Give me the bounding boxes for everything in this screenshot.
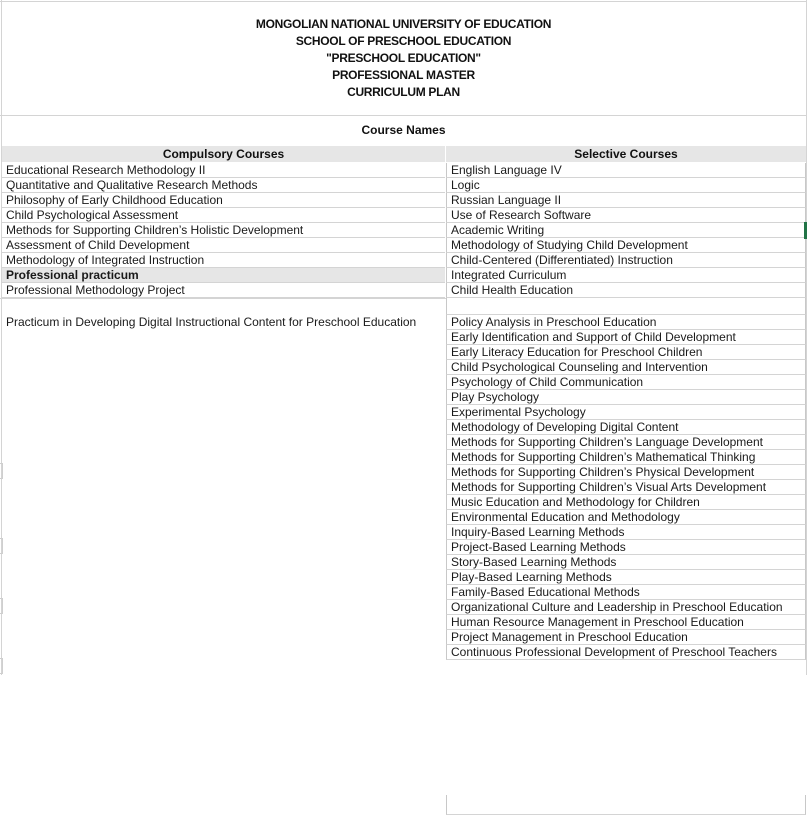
- selective-heading[interactable]: Selective Courses: [446, 146, 806, 162]
- compulsory-course-cell[interactable]: Philosophy of Early Childhood Education: [2, 193, 445, 208]
- selective-course-cell[interactable]: Integrated Curriculum: [446, 268, 806, 283]
- selective-course-cell[interactable]: Human Resource Management in Preschool Education: [446, 615, 806, 630]
- selective-course-cell[interactable]: Story-Based Learning Methods: [446, 555, 806, 570]
- selective-course-cell[interactable]: Methods for Supporting Children’s Visual Arts Development: [446, 480, 806, 495]
- selective-course-cell[interactable]: Methodology of Studying Child Development: [446, 238, 806, 253]
- compulsory-course-cell[interactable]: Methods for Supporting Children’s Holistic Development: [2, 223, 445, 238]
- selective-course-cell[interactable]: Methods for Supporting Children’s Mathematical Thinking: [446, 450, 806, 465]
- selective-course-cell[interactable]: Inquiry-Based Learning Methods: [446, 525, 806, 540]
- selective-course-cell-empty[interactable]: [446, 795, 806, 815]
- compulsory-course-cell[interactable]: Practicum in Developing Digital Instructional Content for Preschool Education: [6, 315, 417, 329]
- header-line-school: SCHOOL OF PRESCHOOL EDUCATION: [295, 34, 512, 48]
- selective-course-cell[interactable]: Russian Language II: [446, 193, 806, 208]
- selective-course-cell[interactable]: Logic: [446, 178, 806, 193]
- compulsory-course-cell[interactable]: Quantitative and Qualitative Research Methods: [2, 178, 445, 193]
- compulsory-course-cell[interactable]: Professional Methodology Project: [2, 283, 445, 298]
- compulsory-course-cell[interactable]: Methodology of Integrated Instruction: [2, 253, 445, 268]
- header-line-plan: CURRICULUM PLAN: [347, 85, 460, 99]
- selective-course-cell[interactable]: Methodology of Developing Digital Content: [446, 420, 806, 435]
- selective-course-cell[interactable]: Child Health Education: [446, 283, 806, 298]
- selective-course-cell[interactable]: Methods for Supporting Children’s Language Development: [446, 435, 806, 450]
- selective-course-cell[interactable]: Environmental Education and Methodology: [446, 510, 806, 525]
- selective-course-cell[interactable]: Academic Writing: [446, 223, 806, 238]
- row-edge-marker: [0, 658, 3, 674]
- grid-line: [1, 0, 2, 675]
- selective-course-cell[interactable]: Project Management in Preschool Education: [446, 630, 806, 645]
- compulsory-course-cell[interactable]: Educational Research Methodology II: [2, 163, 445, 178]
- selective-course-cell[interactable]: Family-Based Educational Methods: [446, 585, 806, 600]
- selective-course-cell[interactable]: Experimental Psychology: [446, 405, 806, 420]
- row-edge-marker: [0, 538, 3, 554]
- header-line-program: "PRESCHOOL EDUCATION": [326, 51, 481, 65]
- selective-course-cell[interactable]: Psychology of Child Communication: [446, 375, 806, 390]
- selective-course-cell[interactable]: Music Education and Methodology for Children: [446, 495, 806, 510]
- selective-course-cell-empty[interactable]: [446, 298, 806, 315]
- selective-course-cell[interactable]: Child Psychological Counseling and Intervention: [446, 360, 806, 375]
- row-edge-marker: [0, 598, 3, 614]
- row-edge-marker: [0, 463, 3, 479]
- selective-course-cell[interactable]: Early Identification and Support of Child Development: [446, 330, 806, 345]
- compulsory-course-cell[interactable]: Child Psychological Assessment: [2, 208, 445, 223]
- selective-course-cell[interactable]: Project-Based Learning Methods: [446, 540, 806, 555]
- header-line-university: MONGOLIAN NATIONAL UNIVERSITY OF EDUCATION: [255, 17, 552, 31]
- compulsory-course-cell[interactable]: Assessment of Child Development: [2, 238, 445, 253]
- grid-line: [0, 1, 807, 2]
- header-line-degree: PROFESSIONAL MASTER: [332, 68, 475, 82]
- selective-course-cell[interactable]: Methods for Supporting Children’s Physical Development: [446, 465, 806, 480]
- compulsory-course-cell[interactable]: Professional practicum: [2, 268, 445, 283]
- section-title: Course Names: [361, 123, 446, 137]
- selective-course-cell[interactable]: Child-Centered (Differentiated) Instruction: [446, 253, 806, 268]
- selective-course-cell[interactable]: Play-Based Learning Methods: [446, 570, 806, 585]
- grid-line: [0, 298, 446, 299]
- selective-course-cell[interactable]: English Language IV: [446, 163, 806, 178]
- selective-course-cell[interactable]: Play Psychology: [446, 390, 806, 405]
- selective-course-cell[interactable]: Use of Research Software: [446, 208, 806, 223]
- selective-course-cell[interactable]: Organizational Culture and Leadership in Preschool Education: [446, 600, 806, 615]
- selective-course-cell[interactable]: Early Literacy Education for Preschool Children: [446, 345, 806, 360]
- compulsory-heading[interactable]: Compulsory Courses: [2, 146, 445, 162]
- selective-course-cell[interactable]: Continuous Professional Development of Preschool Teachers: [446, 645, 806, 660]
- selective-course-cell[interactable]: Policy Analysis in Preschool Education: [446, 315, 806, 330]
- grid-line: [0, 115, 807, 116]
